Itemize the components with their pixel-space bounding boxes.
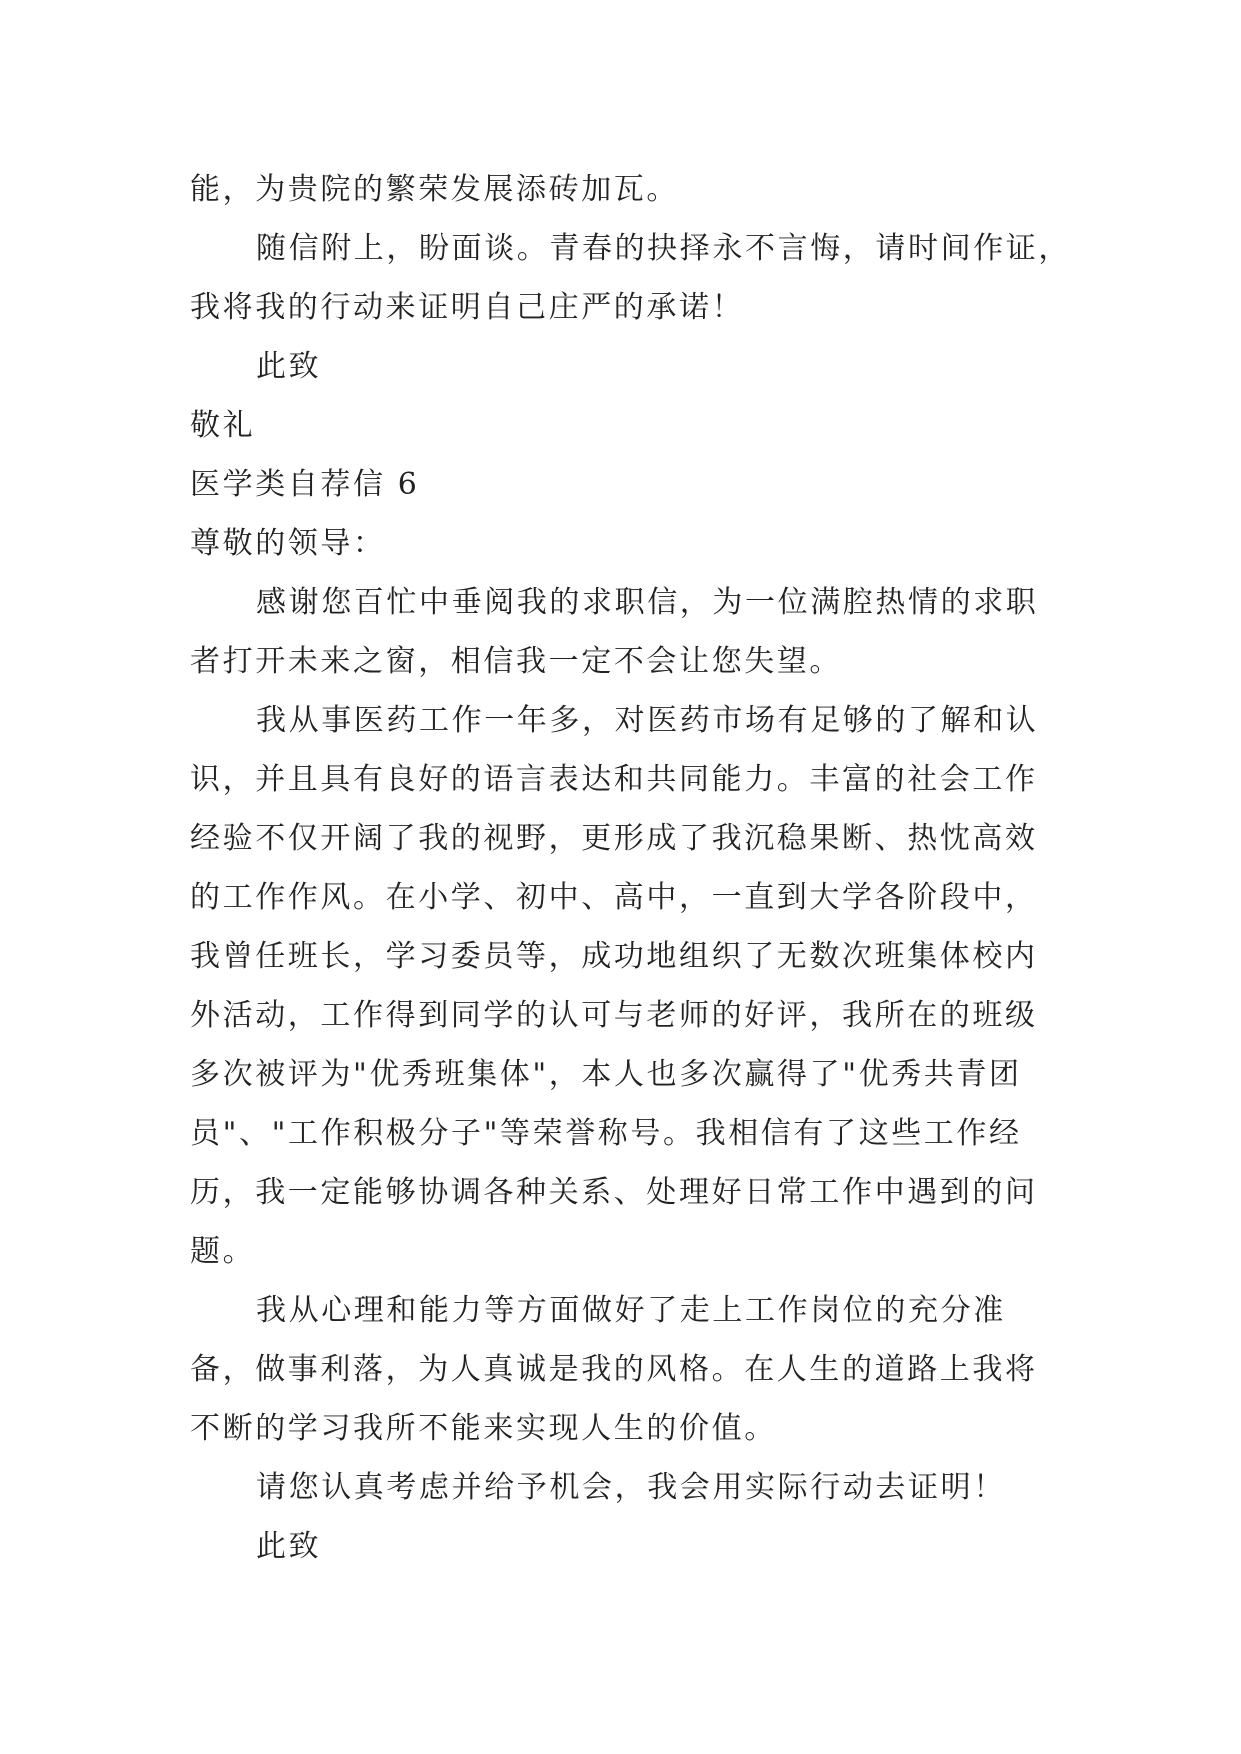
greeting: 尊敬的领导： xyxy=(190,526,386,561)
section-heading: 医学类自荐信 6 xyxy=(190,467,420,502)
text-line: 不断的学习我所不能来实现人生的价值。 xyxy=(190,1411,777,1446)
text-line: 经验不仅开阔了我的视野，更形成了我沉稳果断、热忱高效 xyxy=(190,821,1038,856)
closing-salutation: 此致 xyxy=(256,349,322,384)
text-line: 我将我的行动来证明自己庄严的承诺！ xyxy=(190,290,745,325)
text-line: 外活动，工作得到同学的认可与老师的好评，我所在的班级 xyxy=(190,998,1038,1033)
text-line: 随信附上，盼面谈。青春的抉择永不言悔，请时间作证， xyxy=(256,231,1071,266)
letter-body xyxy=(190,160,1071,1576)
text-line: 历，我一定能够协调各种关系、处理好日常工作中遇到的问 xyxy=(190,1175,1038,1210)
text-line: 多次被评为"优秀班集体"，本人也多次赢得了"优秀共青团 xyxy=(190,1057,1022,1092)
closing-salutation: 此致 xyxy=(256,1529,322,1564)
text-line: 员"、"工作积极分子"等荣誉称号。我相信有了这些工作经 xyxy=(190,1116,1022,1151)
text-line: 的工作作风。在小学、初中、高中，一直到大学各阶段中， xyxy=(190,880,1038,915)
text-line: 请您认真考虑并给予机会，我会用实际行动去证明！ xyxy=(256,1470,1006,1505)
text-line: 我从心理和能力等方面做好了走上工作岗位的充分准 xyxy=(256,1293,1006,1328)
closing-regards: 敬礼 xyxy=(190,408,256,443)
text-line: 识，并且具有良好的语言表达和共同能力。丰富的社会工作 xyxy=(190,762,1038,797)
text-line: 题。 xyxy=(190,1234,256,1269)
text-line: 备，做事利落，为人真诚是我的风格。在人生的道路上我将 xyxy=(190,1352,1038,1387)
text-line: 我从事医药工作一年多，对医药市场有足够的了解和认 xyxy=(256,703,1039,738)
text-line: 感谢您百忙中垂阅我的求职信，为一位满腔热情的求职 xyxy=(256,585,1039,620)
text-line: 者打开未来之窗，相信我一定不会让您失望。 xyxy=(190,644,842,679)
text-line: 我曾任班长，学习委员等，成功地组织了无数次班集体校内 xyxy=(190,939,1038,974)
text-line: 能，为贵院的繁荣发展添砖加瓦。 xyxy=(190,172,679,207)
